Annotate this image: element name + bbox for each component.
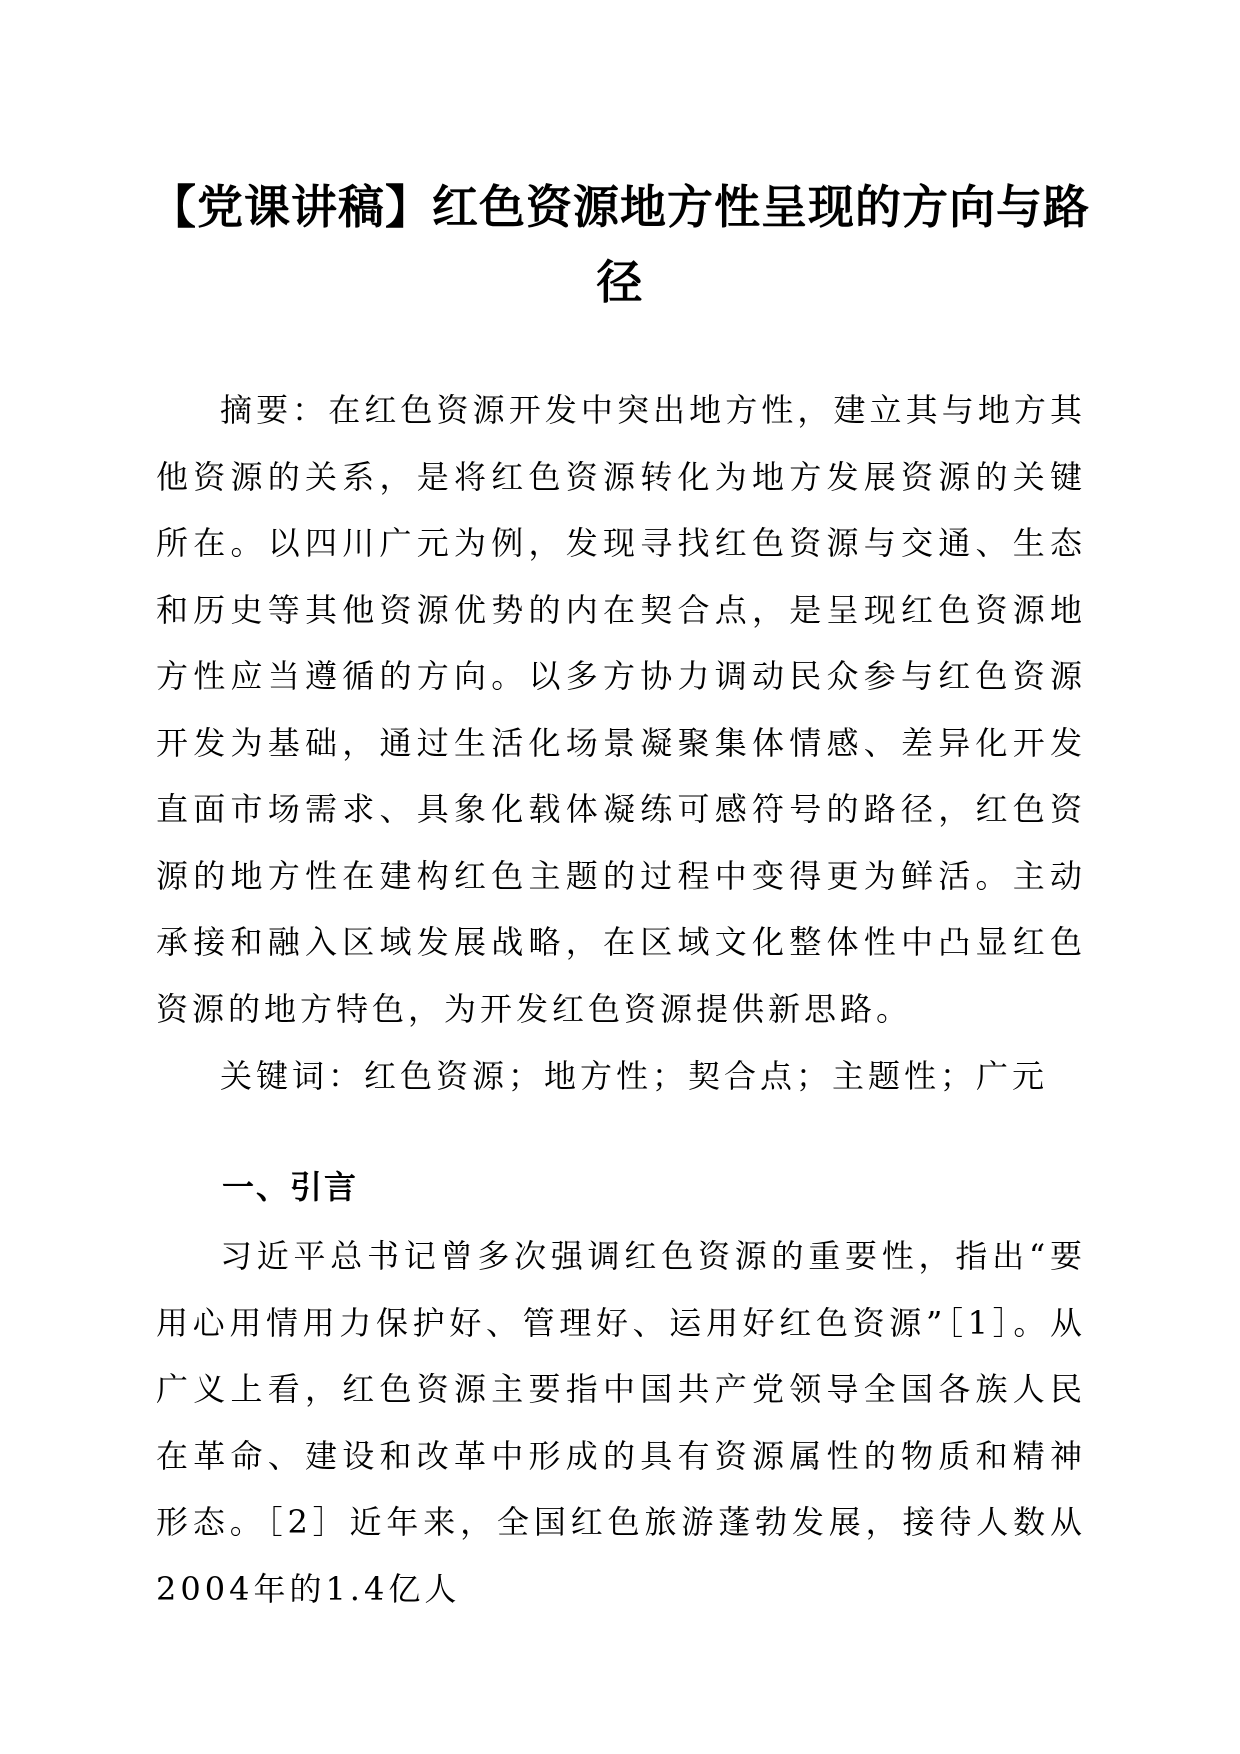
intro-paragraph: 习近平总书记曾多次强调红色资源的重要性，指出“要用心用情用力保护好、管理好、运用好红色资源”［1］。从广义上看，红色资源主要指中国共产党领导全国各族人民在革命、建设和改革中形成的具有资源属性的物质和精神形态。［2］近年来，全国红色旅游蓬勃发展，接待人数从2004年的1.4亿人 [156,1237,1086,1608]
document-title: 【党课讲稿】红色资源地方性呈现的方向与路径 [150,180,1090,309]
keywords-line: 关键词：红色资源；地方性；契合点；主题性；广元 [220,1057,1049,1095]
section-heading-introduction: 一、引言 [222,1168,359,1206]
abstract-paragraph: 摘要：在红色资源开发中突出地方性，建立其与地方其他资源的关系，是将红色资源转化为地方发展资源的关键所在。以四川广元为例，发现寻找红色资源与交通、生态和历史等其他资源优势的内在契合点，是呈现红色资源地方性应当遵循的方向。以多方协力调动民众参与红色资源开发为基础，通过生活化场景凝聚集体情感、差异化开发直面市场需求、具象化载体凝练可感符号的路径，红色资源的地方性在建构红色主题的过程中变得更为鲜活。主动承接和融入区域发展战略，在区域文化整体性中凸显红色资源的地方特色，为开发红色资源提供新思路。 [156,391,1086,1028]
